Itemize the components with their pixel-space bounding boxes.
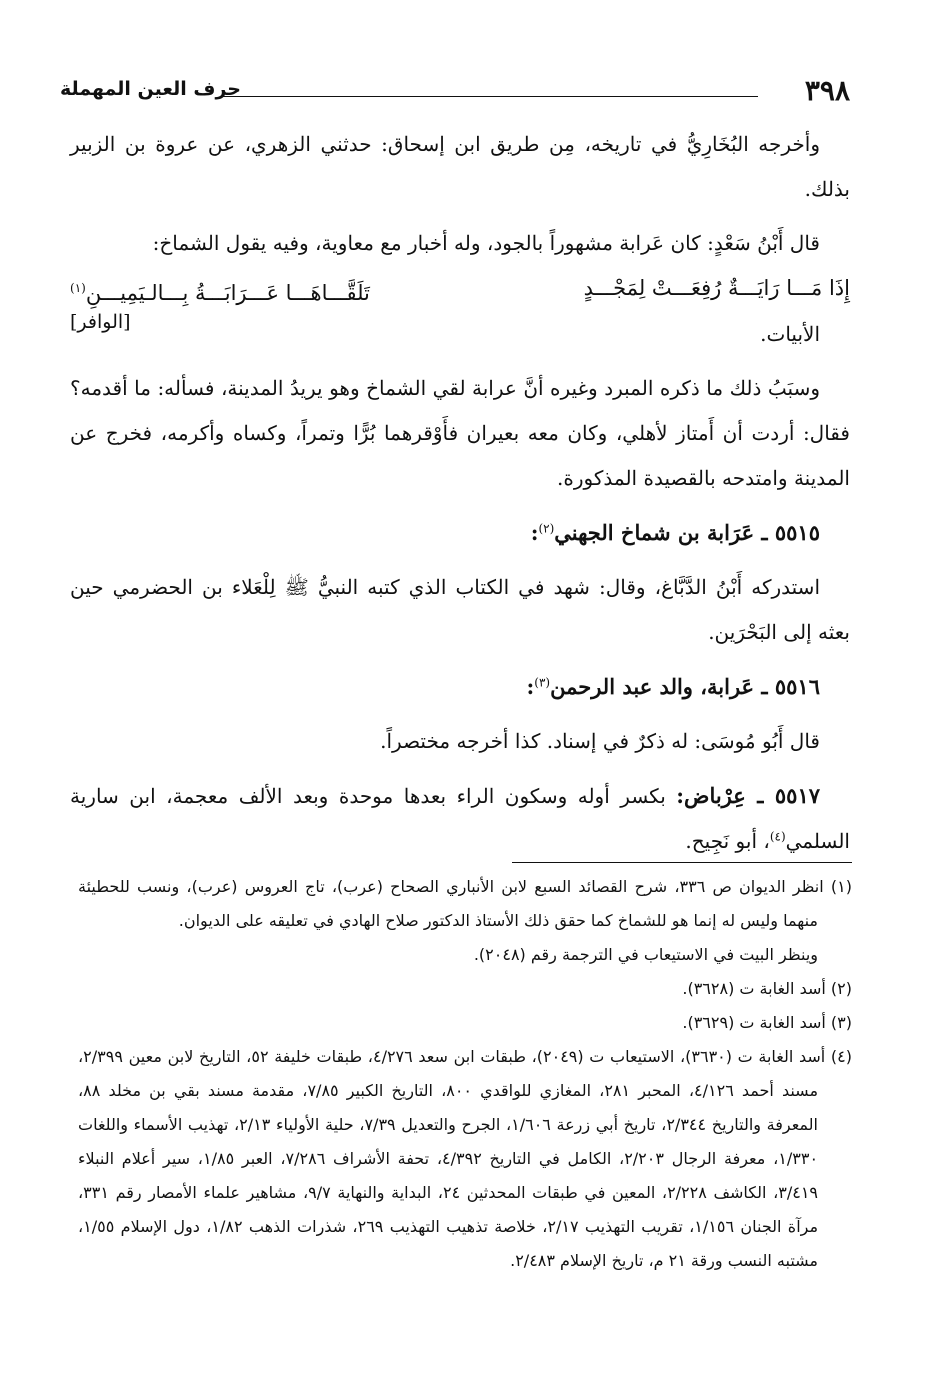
footnote-4: (٤) أسد الغابة ت (٣٦٣٠)، الاستيعاب ت (٢٠٤٩)، طبقات ابن سعد ٤/٢٧٦، طبقات خليفة ٥٢، التاريخ لابن معين ٢/٣٩٩، مسند أحمد ٤/١٢٦، المحبر ٢٨١، المغازي للواقدي ٨٠٠، التاريخ الكبير ٧/٨٥، مقدمة مسند بقي بن مخلد ٨٨، المعرفة والتاريخ ٢/٣٤٤، تاريخ أبي زرعة ١/٦٠٦، الجرح والتعديل ٧/٣٩، حلية الأولياء ٢/١٣، تهذيب الأسماء واللغات ١/٣٣٠، معرفة الرجال ٢/٢٠٣، الكامل في التاريخ ٤/٣٩٢، تحفة الأشراف ٧/٢٨٦، العبر ١/٨٥، سير أعلام النبلاء ٣/٤١٩، الكاشف ٢/٢٢٨، المعين في طبقات المحدثين ٢٤، البداية والنهاية ٩/٧، مشاهير علماء الأمصار رقم ٣٣١، مرآة الجنان ١/١٥٦، تقريب التهذيب ٢/١٧، خلاصة تذهيب التهذيب ٢٦٩، شذرات الذهب ١/٨٢، دول الإسلام ١/٥٥، مشتبه النسب ورقة ٢١ م، تاريخ الإسلام ٢/٤٨٣. bbox=[78, 1047, 852, 1270]
entry-5515-title: ٥٥١٥ ـ عَرَابة بن شماخ الجهني bbox=[554, 520, 820, 545]
footnote-ref-2: (٢) bbox=[538, 521, 555, 536]
footnote-1: (١) انظر الديوان ص ٣٣٦، شرح القصائد السبع لابن الأنباري الصحاح (عرب)، تاج العروس (عرب)، ونسب للحطيئة منهما وليس له إنما هو للشماخ كما حقق ذلك الأستاذ الدكتور صلاح الهادي في تعليقه على الديوان. bbox=[78, 877, 852, 930]
footnote-2: (٢) أسد الغابة ت (٣٦٢٨). bbox=[682, 979, 852, 998]
footnote-ref-3: (٣) bbox=[534, 675, 551, 690]
entry-5517-text-a: بكسر أوله وسكون الراء بعدها موحدة وبعد الألف معجمة، ابن سارية السلمي bbox=[70, 784, 850, 853]
entry-5515-text: استدركه أَبْنُ الدَّبَّاغ، وقال: شهد في الكتاب الذي كتبه النبيُّ ﷺ لِلْعَلاء بن الحضرمي حين بعثه إلى البَحْرَين. bbox=[70, 575, 850, 644]
poem-meter: [الوافر] bbox=[70, 311, 131, 333]
entry-5517 bbox=[70, 773, 850, 864]
footnotes bbox=[78, 870, 852, 1278]
main-text bbox=[70, 122, 850, 873]
entry-5516-text: قال أَبُو مُوسَى: له ذكرٌ في إسناد. كذا أخرجه مختصراً. bbox=[380, 729, 820, 753]
poem-verse bbox=[70, 266, 850, 333]
page-number: ٣٩٨ bbox=[804, 74, 850, 107]
entry-5517-text-b: ، أبو نَجِيح. bbox=[685, 829, 770, 853]
footnote-ref-4: (٤) bbox=[769, 829, 786, 844]
paragraph-mubarrad: وسبَبُ ذلك ما ذكره المبرد وغيره أنَّ عرابة لقي الشماخ وهو يريدُ المدينة، فسأله: ما أقدمه؟ فقال: أردت أن أَمتاز لأهلي، وكان معه بعيران فأَوْقرهما بُرًّا وتمراً، وكساه وأكرمه، فخرج عن المدينة وامتدحه بالقصيدة المذكورة. bbox=[70, 376, 850, 490]
footnote-3: (٣) أسد الغابة ت (٣٦٢٩). bbox=[682, 1013, 852, 1032]
running-title: حرف العين المهملة bbox=[60, 78, 241, 100]
header-rule bbox=[220, 96, 758, 97]
poem-second-hemistich: تَلَقَّـــاهَـــا عَـــرَابَـــةُ بِـــالـيَمِيـــنِ bbox=[85, 281, 370, 305]
entry-5517-title: ٥٥١٧ ـ عِرْباض: bbox=[676, 783, 821, 808]
paragraph-bukhari: وأخرجه البُخَارِيُّ في تاريخه، مِن طريق ابن إسحاق: حدثني الزهري، عن عروة بن الزبير بذلك. bbox=[70, 132, 850, 201]
abyat-note: الأبيات. bbox=[760, 322, 820, 346]
footnote-separator bbox=[512, 862, 852, 863]
entry-5515-heading: ٥٥١٥ ـ عَرَابة بن شماخ الجهني$^{(٢)}$: bbox=[530, 520, 820, 545]
running-header bbox=[60, 74, 850, 114]
poem-first-hemistich: إِذَا مَـــا رَايَـــةٌ رُفِعَـــتْ لِمَجْـــدٍ bbox=[583, 276, 850, 300]
entry-5516-heading: ٥٥١٦ ـ عَرابة، والد عبد الرحمن$^{(٣)}$: bbox=[526, 674, 820, 699]
footnote-ref-1: (١) bbox=[70, 281, 86, 295]
paragraph-ibn-sad: قال أَبْنُ سَعْدٍ: كان عَرابة مشهوراً بالجود، وله أخبار مع معاوية، وفيه يقول الشماخ: bbox=[152, 231, 820, 255]
footnote-1-continued: وينظر البيت في الاستيعاب في الترجمة رقم (٢٠٤٨). bbox=[473, 945, 818, 964]
entry-5516-title: ٥٥١٦ ـ عَرابة، والد عبد الرحمن bbox=[550, 674, 820, 699]
